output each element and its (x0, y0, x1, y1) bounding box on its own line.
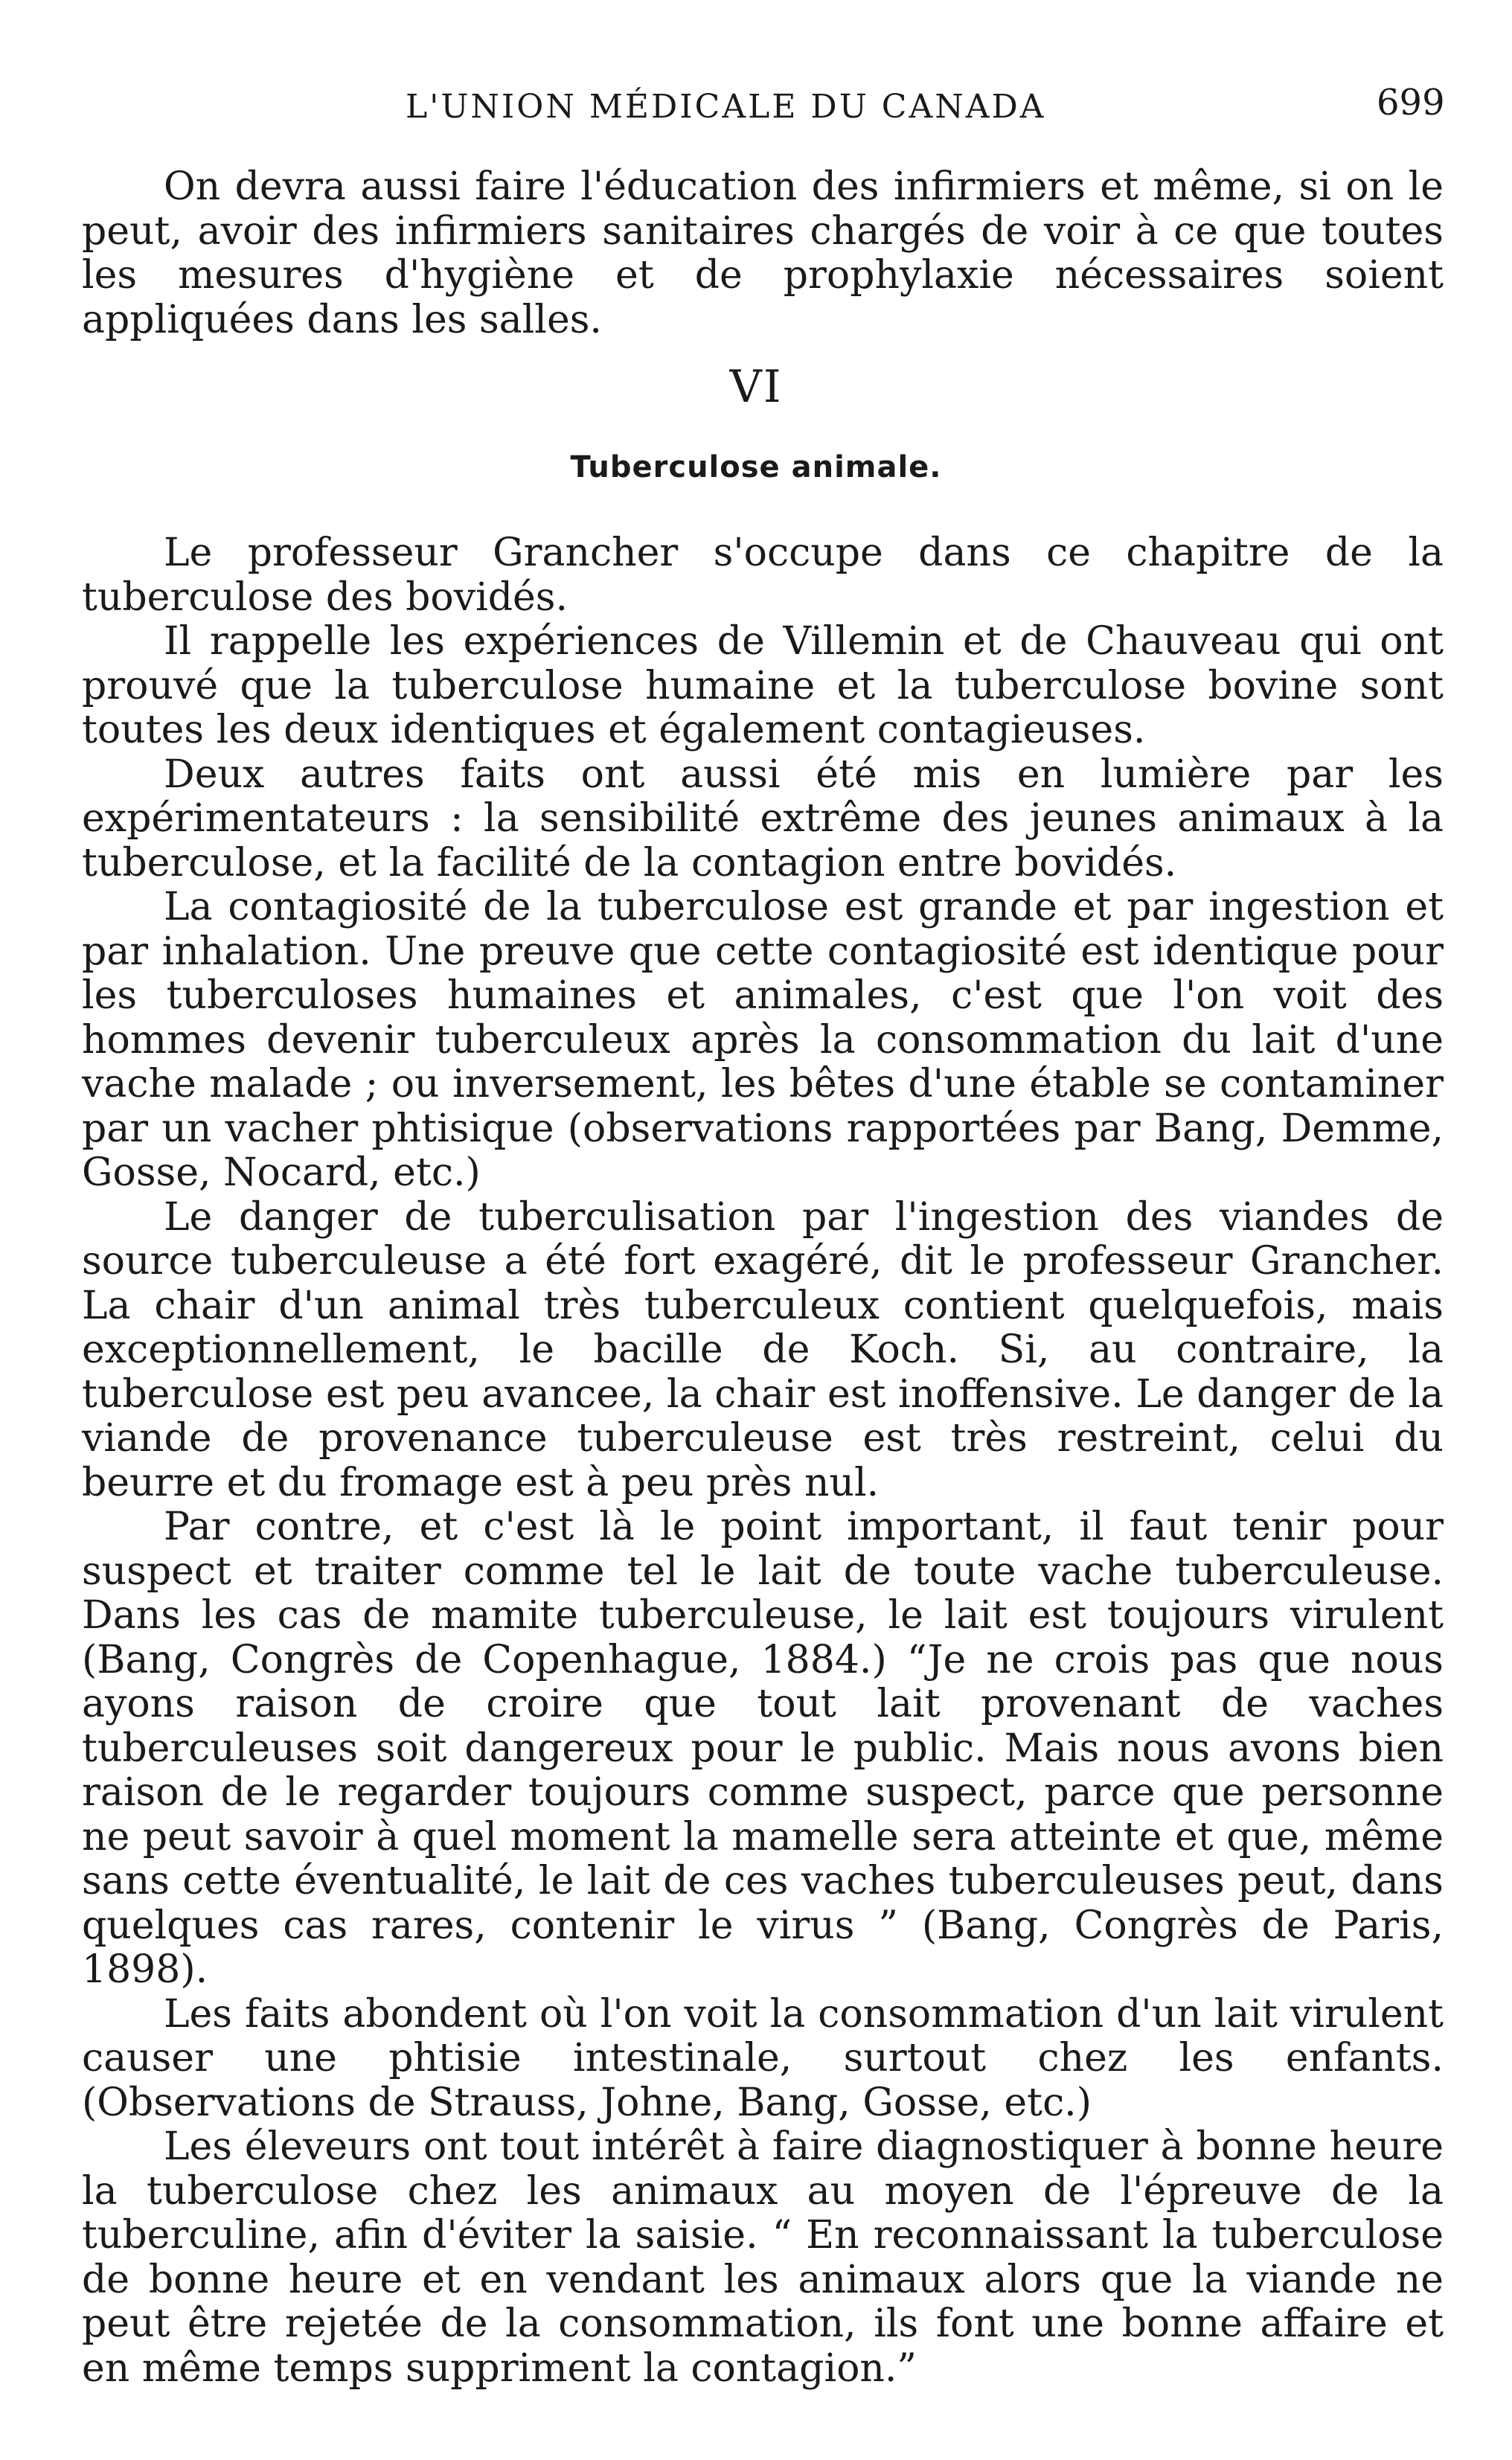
section-body (82, 531, 1444, 2391)
paragraph: Deux autres faits ont aussi été mis en lumière par les expérimentateurs : la sensibilité extrême des jeunes animaux à la tuberculose, et la facilité de la contagion entre bovidés. (82, 752, 1444, 885)
paragraph: Par contre, et c'est là le point important, il faut tenir pour suspect et traiter comme tel le lait de toute vache tuberculeuse. Dans les cas de mamite tuberculeuse, le lait est toujours virulent (Bang, Congrès de Copenhague, 1884.) “Je ne crois pas que nous ayons raison de croire que tout lait provenant de vaches tuberculeuses soit dangereux pour le public. Mais nous avons bien raison de le regarder toujours comme suspect, parce que personne ne peut savoir à quel moment la mamelle sera atteinte et que, même sans cette éventualité, le lait de ces vaches tuberculeuses peut, dans quelques cas rares, contenir le virus ” (Bang, Congrès de Paris, 1898). (82, 1505, 1444, 1992)
page-number: 699 (1377, 82, 1445, 124)
paragraph: Le danger de tuberculisation par l'ingestion des viandes de source tuberculeuse a été fort exagéré, dit le professeur Grancher. La chair d'un animal très tuberculeux contient quelquefois, mais exceptionnellement, le bacille de Koch. Si, au contraire, la tuberculose est peu avancee, la chair est inoffensive. Le danger de la viande de provenance tuberculeuse est très restreint, celui du beurre et du fromage est à peu près nul. (82, 1194, 1444, 1505)
intro-block (82, 165, 1444, 342)
intro-paragraph: On devra aussi faire l'éducation des infirmiers et même, si on le peut, avoir des infirmiers sanitaires chargés de voir à ce que toutes les mesures d'hygiène et de prophylaxie nécessaires soient appliquées dans les salles. (82, 164, 1444, 342)
paragraph: Le professeur Grancher s'occupe dans ce chapitre de la tuberculose des bovidés. (82, 531, 1444, 620)
paragraph: Il rappelle les expériences de Villemin et de Chauveau qui ont prouvé que la tuberculose humaine et la tuberculose bovine sont toutes les deux identiques et également contagieuses. (82, 619, 1444, 752)
paragraph: Les faits abondent où l'on voit la consommation d'un lait virulent causer une phtisie intestinale, surtout chez les enfants. (Observations de Strauss, Johne, Bang, Gosse, etc.) (82, 1991, 1444, 2125)
running-title: L'UNION MÉDICALE DU CANADA (406, 88, 1046, 126)
section-number: VI (729, 361, 783, 413)
paragraph: Les éleveurs ont tout intérêt à faire diagnostiquer à bonne heure la tuberculose chez les animaux au moyen de l'épreuve de la tuberculine, afin d'éviter la saisie. “ En reconnaissant la tuberculose de bonne heure et en vendant les animaux alors que la viande ne peut être rejetée de la consommation, ils font une bonne affaire et en même temps suppriment la contagion.” (82, 2124, 1444, 2391)
section-title: Tuberculose animale. (570, 450, 942, 484)
paragraph: La contagiosité de la tuberculose est grande et par ingestion et par inhalation. Une preuve que cette contagiosité est identique pour les tuberculoses humaines et animales, c'est que l'on voit des hommes devenir tuberculeux après la consommation du lait d'une vache malade ; ou inversement, les bêtes d'une étable se contaminer par un vacher phtisique (observations rapportées par Bang, Demme, Gosse, Nocard, etc.) (82, 885, 1444, 1195)
